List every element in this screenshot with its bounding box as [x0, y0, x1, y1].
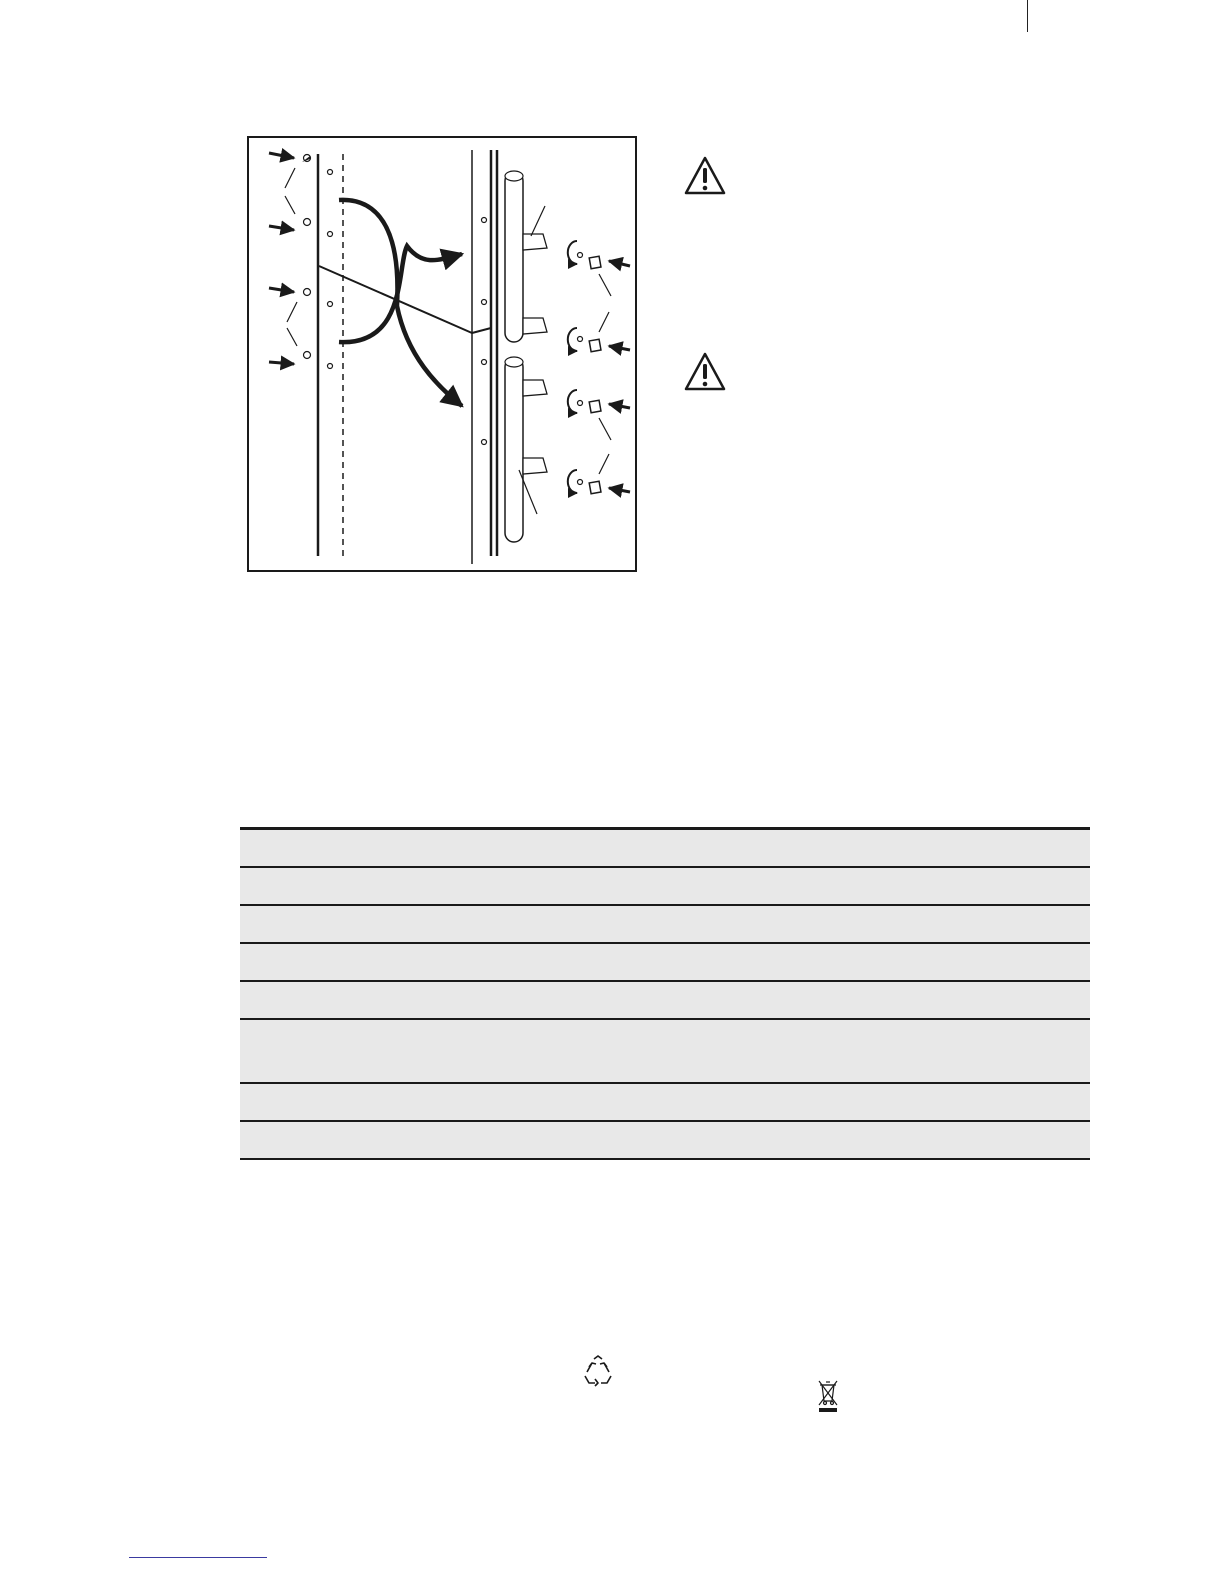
table-cell-value	[665, 943, 1090, 981]
table-cell-value	[665, 867, 1090, 905]
recycle-icon	[580, 1353, 616, 1389]
arrow-icon	[339, 200, 462, 406]
cap-icon	[589, 339, 630, 352]
table-cell-label	[240, 905, 665, 943]
table-row	[240, 1019, 1090, 1083]
table-row	[240, 867, 1090, 905]
rotate-icon	[568, 241, 583, 264]
table-cell-value	[665, 981, 1090, 1019]
cap-icon	[589, 481, 630, 494]
screw-icon	[269, 153, 311, 162]
table-cell-value	[665, 1019, 1090, 1083]
table-row	[240, 1121, 1090, 1159]
screw-icon	[269, 352, 311, 365]
table-row	[240, 829, 1090, 867]
screw-icon	[269, 288, 311, 296]
top-margin-rule	[1027, 0, 1028, 32]
table-row	[240, 905, 1090, 943]
table-cell-value	[665, 905, 1090, 943]
footer-link-rule	[129, 1557, 267, 1558]
cap-icon	[589, 400, 630, 413]
rotate-icon	[568, 470, 583, 493]
table-cell-value	[665, 1121, 1090, 1159]
door-reversal-diagram	[247, 136, 637, 572]
table-cell-label	[240, 943, 665, 981]
table-cell-label	[240, 867, 665, 905]
table-cell-label	[240, 1083, 665, 1121]
cap-icon	[589, 256, 630, 269]
warning-triangle-icon	[683, 155, 727, 197]
table-row	[240, 1083, 1090, 1121]
table-row	[240, 943, 1090, 981]
table-cell-label	[240, 1121, 665, 1159]
rotate-icon	[568, 328, 583, 351]
screw-icon	[269, 219, 311, 231]
table-cell-label	[240, 981, 665, 1019]
arrow-icon	[339, 246, 462, 342]
table-cell-value	[665, 829, 1090, 867]
table-cell-label	[240, 829, 665, 867]
crossed-bin-icon	[816, 1379, 840, 1413]
door-handle-icon	[505, 171, 547, 342]
door-handle-icon	[505, 357, 547, 542]
table-cell-value	[665, 1083, 1090, 1121]
table-row	[240, 981, 1090, 1019]
table-cell-label	[240, 1019, 665, 1083]
technical-data-table	[240, 827, 1090, 1160]
rotate-icon	[568, 390, 583, 413]
warning-triangle-icon	[683, 351, 727, 393]
